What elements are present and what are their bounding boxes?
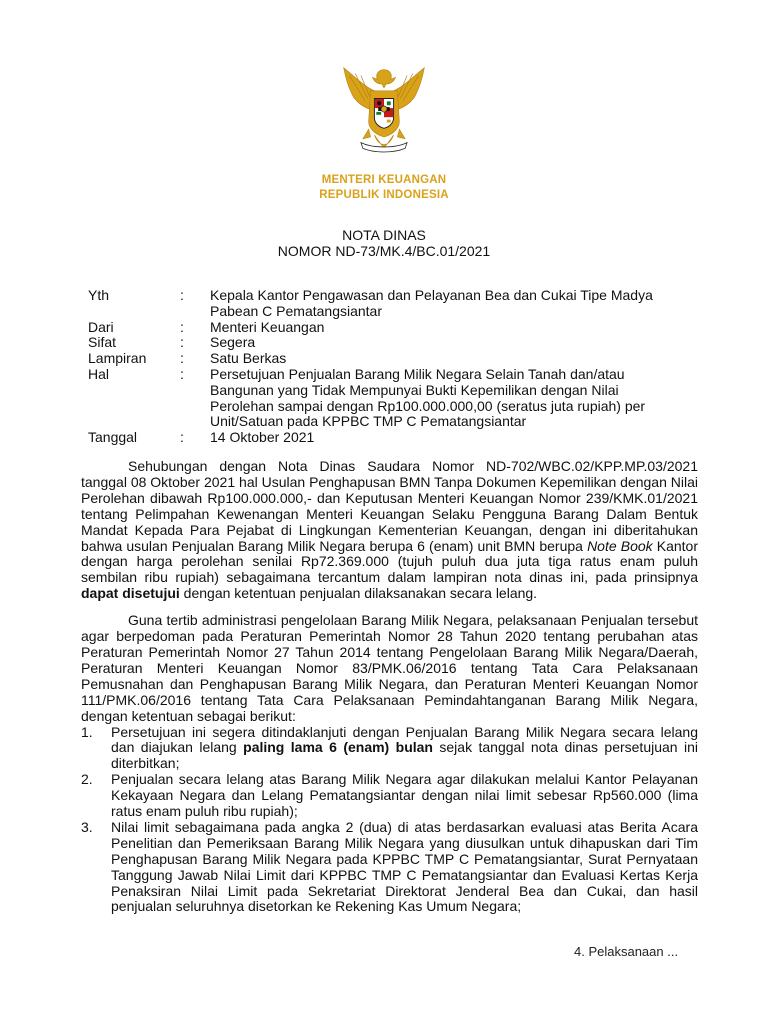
meta-colon: : [180, 287, 184, 303]
meta-label: Dari [88, 318, 114, 335]
meta-value [210, 335, 670, 351]
meta-row [88, 320, 670, 336]
meta-colon: : [180, 318, 184, 335]
meta-label: Sifat [88, 334, 117, 351]
paragraph-1: Sehubungan dengan Nota Dinas Saudara Nomor ND-702/WBC.02/KPP.MP.03/2021 tanggal 08 Oktober 2021 hal Usulan Penghapusan BMN Tanpa Dokumen Kepemilikan dengan Nilai Perolehan dibawah Rp100.000.000,- dan Keputusan Menteri Keuangan Nomor 239/KMK.01/2021 tentang Pelimpahan Kewenangan Menteri Keuangan Selaku Pengguna Barang Dalam Bentuk Mandat Kepada Para Pejabat di Lingkungan Kementerian Keuangan, dengan ini diberitahukan bahwa usulan Penjualan Barang Milik Negara berupa 6 (enam) unit BMN berupa Note Book Kantor dengan harga perolehan senilai Rp72.369.000 (tujuh puluh dua juta tiga ratus enam puluh sembilan ribu rupiah) sebagaimana tercantum dalam lampiran nota dinas ini, pada prinsipnya dapat disetujui dengan ketentuan penjualan dilaksanakan secara lelang. [81, 458, 699, 602]
memo-body [81, 459, 698, 915]
meta-value-line: Bangunan yang Tidak Mempunyai Bukti Kepemilikan dengan Nilai [210, 381, 619, 398]
meta-value-line: Persetujuan Penjualan Barang Milik Negara Selain Tanah dan/atau [210, 365, 625, 382]
doc-title: NOTA DINAS [342, 227, 426, 243]
meta-row [88, 430, 670, 446]
memo-header-table [88, 288, 670, 446]
ministry-name: MENTERI KEUANGAN [321, 174, 447, 186]
doc-number: NOMOR ND-73/MK.4/BC.01/2021 [277, 243, 491, 259]
list-item: 3. Nilai limit sebagaimana pada angka 2 (dua) di atas berdasarkan evaluasi atas Berita Acara Penelitian dan Pemeriksaan Barang Milik Negara yang diusulkan untuk dihapuskan dari Tim Penghapusan Barang Milik Negara pada KPPBC TMP C Pematangsiantar, Surat Pernyataan Tanggung Jawab Nilai Limit dari KPPBC TMP C Pematangsiantar dan Evaluasi Kertas Kerja Penaksiran Nilai Limit pada Sekretariat Direktorat Jenderal Bea dan Cukai, dan hasil penjualan seluruhnya disetorkan ke Rekening Kas Umum Negara; [81, 818, 698, 915]
meta-value-line: Unit/Satuan pada KPPBC TMP C Pematangsiantar [210, 413, 527, 430]
meta-value-line: Perolehan sampai dengan Rp100.000.000,00 (seratus juta rupiah) per [210, 397, 646, 414]
meta-colon: : [180, 429, 184, 446]
meta-value-line: Satu Berkas [210, 350, 287, 367]
page-continuation: 4. Pelaksanaan ... [574, 944, 679, 959]
meta-value [210, 430, 670, 446]
meta-row [88, 367, 670, 430]
meta-row [88, 335, 670, 351]
paragraph-2: Guna tertib administrasi pengelolaan Barang Milik Negara, pelaksanaan Penjualan tersebut agar berpedoman pada Peraturan Pemerintah Nomor 28 Tahun 2020 tentang perubahan atas Peraturan Pemerintah Nomor 27 Tahun 2014 tentang Pengelolaan Barang Milik Negara/Daerah, Peraturan Menteri Keuangan Nomor 83/PMK.06/2016 tentang Tata Cara Pelaksanaan Pemusnahan dan Penghapusan Barang Milik Negara, dan Peraturan Menteri Keuangan Nomor 111/PMK.06/2016 tentang Tata Cara Pelaksanaan Pemindahtanganan Barang Milik Negara, dengan ketentuan sebagai berikut: [81, 612, 698, 724]
meta-value-line: Kepala Kantor Pengawasan dan Pelayanan Bea dan Cukai Tipe Madya [210, 287, 653, 303]
meta-value [210, 351, 670, 367]
meta-label: Yth [88, 287, 110, 303]
meta-colon: : [180, 334, 184, 351]
meta-value-line: Segera [210, 334, 256, 351]
meta-value [210, 288, 670, 320]
meta-value-line: Pabean C Pematangsiantar [210, 302, 382, 319]
meta-colon: : [180, 365, 184, 382]
conditions-list [81, 725, 698, 916]
ministry-country: REPUBLIK INDONESIA [319, 189, 449, 201]
list-item: 2. Penjualan secara lelang atas Barang Milik Negara agar dilakukan melalui Kantor Pelayanan Kekayaan Negara dan Lelang Pematangsiantar dengan nilai limit sebesar Rp560.000 (lima ratus enam puluh ribu rupiah); [81, 771, 698, 820]
garuda-emblem [336, 62, 432, 158]
meta-label: Lampiran [88, 350, 147, 367]
meta-value [210, 367, 670, 430]
meta-value-line: Menteri Keuangan [210, 318, 325, 335]
meta-label: Hal [88, 365, 110, 382]
list-item: 1. Persetujuan ini segera ditindaklanjuti dengan Penjualan Barang Milik Negara secara lelang dan diajukan lelang paling lama 6 (enam) bulan sejak tanggal nota dinas persetujuan ini diterbitkan; [81, 723, 698, 772]
meta-label: Tanggal [88, 429, 138, 446]
meta-row [88, 351, 670, 367]
meta-row [88, 288, 670, 320]
meta-colon: : [180, 350, 184, 367]
meta-value-line: 14 Oktober 2021 [210, 429, 315, 446]
meta-value [210, 320, 670, 336]
